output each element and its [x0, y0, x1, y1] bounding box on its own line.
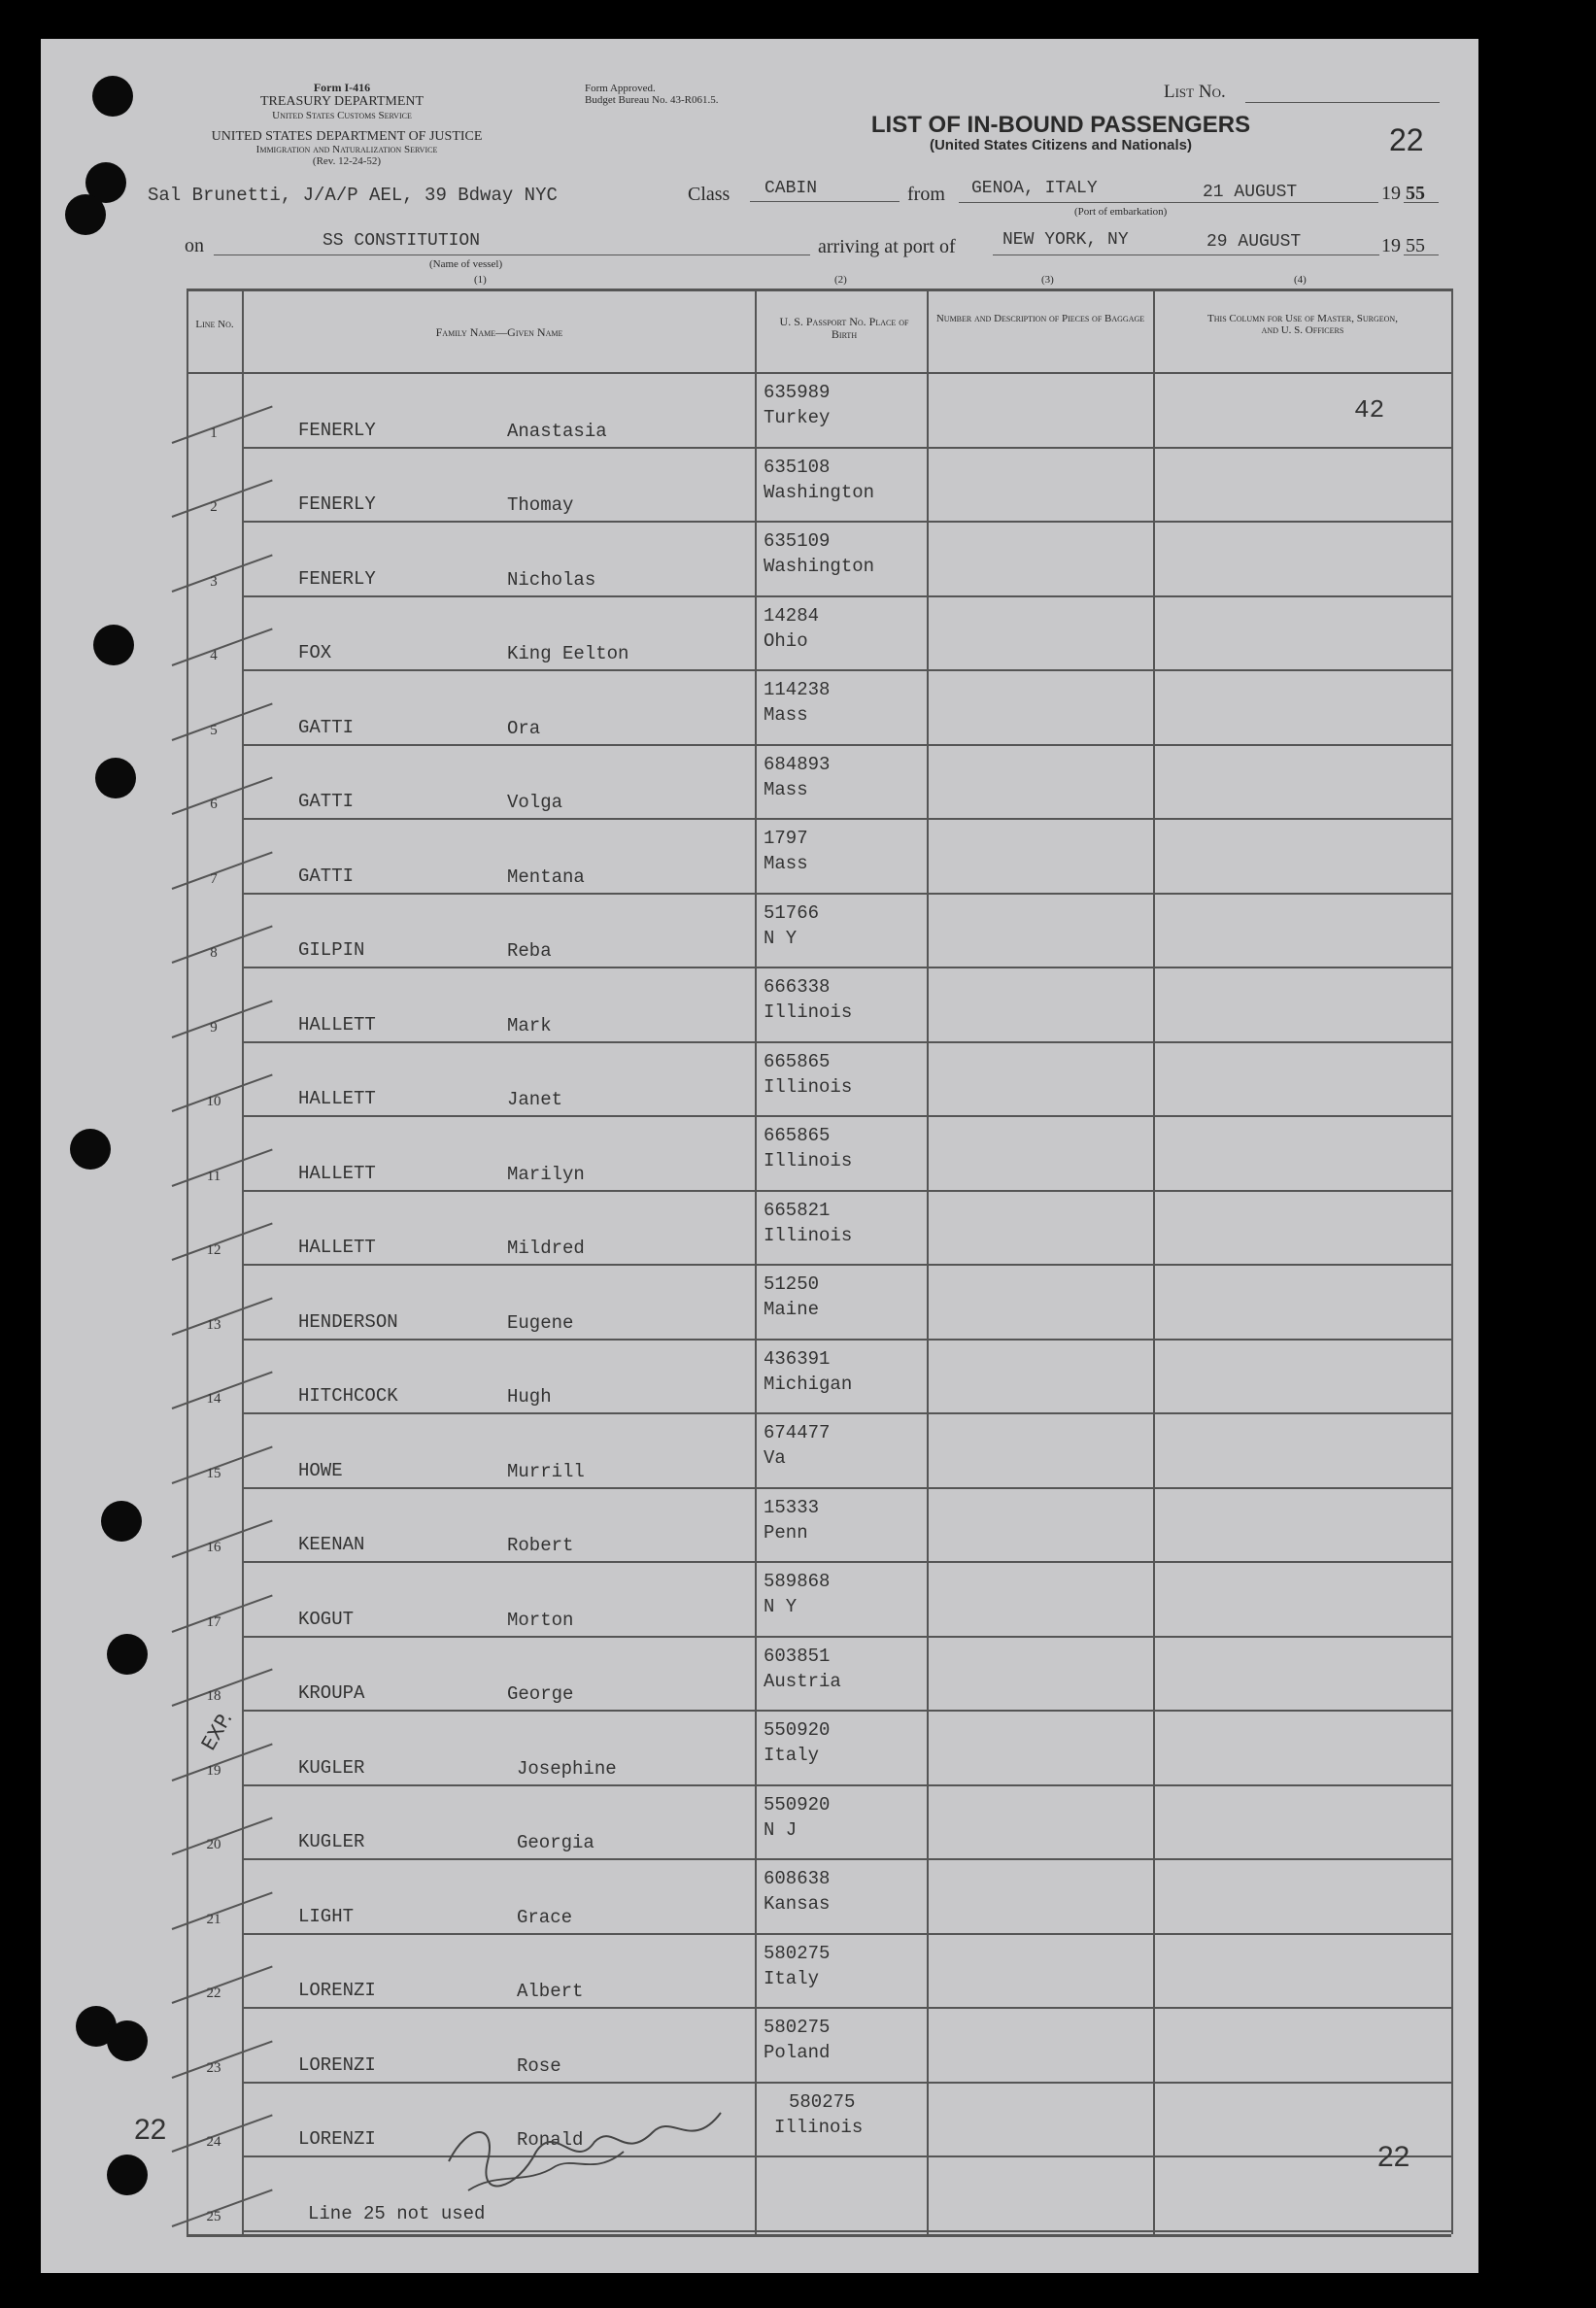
family-name: KOGUT: [298, 1608, 355, 1630]
given-name: Grace: [517, 1906, 573, 1928]
given-name: Eugene: [507, 1311, 574, 1334]
birthplace: Penn: [764, 1521, 808, 1544]
row-divider: [242, 595, 1451, 597]
passport-number: 603851: [764, 1645, 831, 1667]
passport-number: 589868: [764, 1571, 831, 1592]
family-name: FENERLY: [298, 493, 376, 515]
family-name: GILPIN: [298, 939, 365, 961]
col-divider: [187, 288, 188, 2234]
family-name: GATTI: [298, 791, 355, 812]
list-no-label: List No.: [1164, 82, 1226, 102]
family-name: Line 25 not used: [308, 2202, 486, 2224]
given-name: Georgia: [517, 1832, 594, 1853]
passport-number: 436391: [764, 1347, 831, 1370]
given-name: Mildred: [507, 1238, 585, 1259]
given-name: Ronald: [517, 2129, 584, 2151]
passport-number: 51250: [764, 1273, 820, 1295]
justice-dept: UNITED STATES DEPARTMENT OF JUSTICE: [211, 129, 483, 144]
line-number: 11: [206, 1168, 221, 1184]
given-name: Anastasia: [507, 420, 607, 442]
passport-number: 15333: [764, 1496, 820, 1518]
budget-bureau: Budget Bureau No. 43-R061.5.: [585, 94, 719, 107]
from-year-prefix: 19: [1381, 183, 1401, 204]
given-name: Robert: [507, 1535, 574, 1556]
family-name: LORENZI: [298, 1980, 376, 2001]
birthplace: Kansas: [764, 1893, 831, 1915]
line-number: 14: [206, 1391, 221, 1407]
birthplace: Mass: [764, 704, 808, 726]
header-bottom-border: [187, 372, 1451, 374]
passport-number: 635989: [764, 382, 831, 403]
class-value: CABIN: [764, 179, 818, 198]
passport-number: 550920: [764, 1719, 831, 1741]
family-name: FOX: [298, 642, 332, 663]
birthplace: Illinois: [774, 2116, 864, 2138]
given-name: Murrill: [507, 1460, 585, 1482]
passport-number: 635109: [764, 530, 831, 552]
passport-number: 665865: [764, 1050, 831, 1072]
passport-number: 674477: [764, 1422, 831, 1443]
immigration-service: Immigration and Naturalization Service: [255, 144, 438, 156]
from-label: from: [907, 184, 945, 205]
line-number: 20: [206, 1837, 221, 1852]
col-divider: [1451, 288, 1453, 2234]
line-number: 1: [210, 424, 218, 441]
embarkation-caption: (Port of embarkation): [1074, 206, 1168, 218]
line-number: 25: [206, 2208, 221, 2224]
line-number: 3: [210, 573, 218, 590]
birthplace: Mass: [764, 853, 808, 874]
family-name: HOWE: [298, 1459, 343, 1481]
treasury-dept: TREASURY DEPARTMENT: [259, 94, 424, 110]
given-name: Josephine: [517, 1757, 617, 1780]
given-name: George: [507, 1683, 574, 1705]
given-name: Morton: [507, 1609, 574, 1631]
line-number: 24: [206, 2134, 221, 2150]
row-divider: [242, 2230, 1451, 2232]
birthplace: Poland: [764, 2042, 831, 2063]
family-name: LORENZI: [298, 2128, 376, 2150]
line-number: 16: [206, 1540, 221, 1555]
col-header-officers: This Column for Use of Master, Surgeon, and U. S. Officers: [1207, 313, 1398, 337]
passport-number: 14284: [764, 604, 820, 627]
row-divider: [242, 1933, 1451, 1935]
row-divider: [242, 1710, 1451, 1712]
col-divider: [927, 288, 929, 2234]
given-name: Hugh: [507, 1386, 552, 1408]
passport-number: 1797: [764, 828, 808, 849]
birthplace: Illinois: [764, 1001, 853, 1023]
line-number: 12: [206, 1242, 221, 1258]
signature: [429, 2084, 760, 2210]
line-number: 6: [210, 797, 218, 812]
col-num-4: (4): [1294, 274, 1307, 286]
passport-number: 635108: [764, 456, 831, 478]
row-divider: [242, 1115, 1451, 1117]
birthplace: Illinois: [764, 1150, 853, 1171]
family-name: HALLETT: [298, 1013, 376, 1035]
col-header-passport: U. S. Passport No. Place of Birth: [779, 315, 909, 342]
birthplace: Italy: [764, 1745, 820, 1766]
given-name: Nicholas: [507, 568, 596, 591]
birthplace: Turkey: [764, 407, 831, 428]
line-number: 9: [210, 1019, 218, 1035]
from-port: GENOA, ITALY: [971, 179, 1098, 198]
arrival-date: 29 AUGUST: [1206, 232, 1302, 252]
vessel-name: SS CONSTITUTION: [323, 231, 481, 251]
line-number: 7: [210, 870, 218, 887]
line-number: 23: [206, 2059, 221, 2076]
page-subtitle: (United States Citizens and Nationals): [929, 137, 1193, 154]
family-name: GATTI: [298, 865, 355, 887]
line-number: 18: [206, 1688, 221, 1704]
table-bottom-border: [187, 2234, 1451, 2237]
given-name: Janet: [507, 1089, 563, 1110]
customs-service: United States Customs Service: [272, 109, 412, 121]
row-divider: [242, 1412, 1451, 1414]
from-year: 55: [1406, 183, 1425, 204]
passport-number: 580275: [789, 2090, 856, 2113]
passport-number: 580275: [764, 1942, 831, 1964]
birthplace: Maine: [764, 1299, 820, 1320]
row-divider: [242, 1041, 1451, 1043]
given-name: Rose: [517, 2054, 561, 2077]
given-name: King Eelton: [507, 643, 629, 664]
given-name: Reba: [507, 940, 552, 962]
col-header-line-no: Line No.: [195, 319, 234, 330]
birthplace: Washington: [764, 481, 875, 503]
agent-info: Sal Brunetti, J/A/P AEL, 39 Bdway NYC: [148, 185, 558, 206]
line-number: 8: [210, 945, 218, 961]
arrival-year: 55: [1406, 235, 1425, 256]
col-num-2: (2): [834, 274, 847, 286]
given-name: Thomay: [507, 494, 574, 516]
family-name: HENDERSON: [298, 1310, 398, 1333]
row-divider: [242, 521, 1451, 523]
arrival-port: NEW YORK, NY: [1002, 230, 1129, 250]
passport-number: 580275: [764, 2017, 831, 2038]
form-number: Form I-416: [313, 81, 371, 94]
passport-number: 665865: [764, 1125, 831, 1146]
passport-number: 114238: [764, 679, 831, 700]
officer-note: 42: [1354, 395, 1385, 424]
row-divider: [242, 2155, 1451, 2157]
line-number: 10: [206, 1094, 221, 1109]
passport-number: 608638: [764, 1868, 831, 1889]
birthplace: Ohio: [764, 629, 808, 652]
row-divider: [242, 818, 1451, 820]
arrival-year-prefix: 19: [1381, 235, 1401, 256]
passport-number: 51766: [764, 901, 820, 924]
row-divider: [242, 967, 1451, 968]
given-name: Mentana: [507, 866, 585, 888]
given-name: Volga: [507, 792, 563, 813]
passport-number: 684893: [764, 753, 831, 775]
row-divider: [242, 1858, 1451, 1860]
row-divider: [242, 1339, 1451, 1341]
line-number: 13: [206, 1316, 221, 1333]
row-divider: [242, 1190, 1451, 1192]
birthplace: N J: [764, 1818, 798, 1841]
col-divider: [242, 288, 244, 2234]
col-num-1: (1): [474, 274, 487, 286]
line-number: 15: [206, 1465, 221, 1481]
family-name: KUGLER: [298, 1756, 365, 1779]
given-name: Mark: [507, 1014, 552, 1036]
col-divider: [755, 288, 757, 2234]
row-divider: [242, 2082, 1451, 2084]
family-name: KROUPA: [298, 1682, 365, 1704]
page-number-right: 22: [1377, 2141, 1410, 2173]
birthplace: Michigan: [764, 1373, 853, 1395]
family-name: KUGLER: [298, 1831, 365, 1852]
family-name: FENERLY: [298, 567, 376, 590]
passport-number: 666338: [764, 976, 831, 998]
birthplace: Mass: [764, 778, 808, 800]
passenger-table: [41, 39, 1478, 2273]
from-date: 21 AUGUST: [1203, 183, 1298, 202]
page-title: LIST OF IN-BOUND PASSENGERS: [870, 112, 1251, 138]
family-name: FENERLY: [298, 419, 376, 441]
col-header-name: Family Name—Given Name: [435, 325, 563, 339]
manifest-page: [41, 39, 1478, 2273]
col-num-3: (3): [1041, 274, 1054, 286]
birthplace: Italy: [764, 1967, 820, 1989]
on-label: on: [185, 235, 204, 256]
row-divider: [242, 744, 1451, 746]
row-divider: [242, 1636, 1451, 1638]
family-name: KEENAN: [298, 1534, 365, 1555]
passport-number: 665821: [764, 1199, 831, 1221]
passport-number: 550920: [764, 1793, 831, 1816]
birthplace: N Y: [764, 927, 798, 949]
line-number: 4: [210, 648, 218, 663]
birthplace: Illinois: [764, 1075, 853, 1098]
family-name: GATTI: [298, 716, 355, 738]
family-name: LIGHT: [298, 1905, 355, 1927]
row-divider: [242, 447, 1451, 449]
exp-mark: EXP.: [196, 1707, 237, 1755]
line-number: 22: [206, 1986, 221, 2001]
birthplace: N Y: [764, 1596, 798, 1617]
col-divider: [1153, 288, 1155, 2234]
row-divider: [242, 1487, 1451, 1489]
family-name: LORENZI: [298, 2053, 376, 2076]
line-number: 21: [206, 1911, 221, 1927]
line-number: 5: [210, 722, 218, 738]
table-top-border: [187, 288, 1451, 291]
row-divider: [242, 669, 1451, 671]
row-divider: [242, 893, 1451, 895]
birthplace: Va: [764, 1447, 786, 1469]
revision: (Rev. 12-24-52): [312, 155, 382, 168]
row-divider: [242, 1784, 1451, 1786]
col-header-baggage: Number and Description of Pieces of Baggage: [935, 313, 1145, 324]
birthplace: Washington: [764, 556, 875, 577]
row-divider: [242, 1561, 1451, 1563]
given-name: Marilyn: [507, 1163, 585, 1185]
arriving-label: arriving at port of: [818, 236, 956, 257]
family-name: HITCHCOCK: [298, 1385, 398, 1407]
given-name: Albert: [517, 1981, 584, 2002]
line-number: 19: [206, 1762, 221, 1779]
row-divider: [242, 2007, 1451, 2009]
family-name: HALLETT: [298, 1088, 376, 1109]
family-name: HALLETT: [298, 1162, 376, 1184]
line-number: 17: [206, 1613, 221, 1630]
vessel-caption: (Name of vessel): [429, 258, 503, 270]
list-number: 22: [1389, 122, 1424, 157]
birthplace: Illinois: [764, 1224, 853, 1246]
birthplace: Austria: [764, 1670, 841, 1692]
family-name: HALLETT: [298, 1237, 376, 1258]
line-number: 2: [210, 499, 218, 515]
given-name: Ora: [507, 717, 541, 739]
class-label: Class: [688, 184, 730, 205]
form-approved: Form Approved.: [585, 83, 656, 94]
row-divider: [242, 1264, 1451, 1266]
page-number-left: 22: [134, 2114, 167, 2146]
